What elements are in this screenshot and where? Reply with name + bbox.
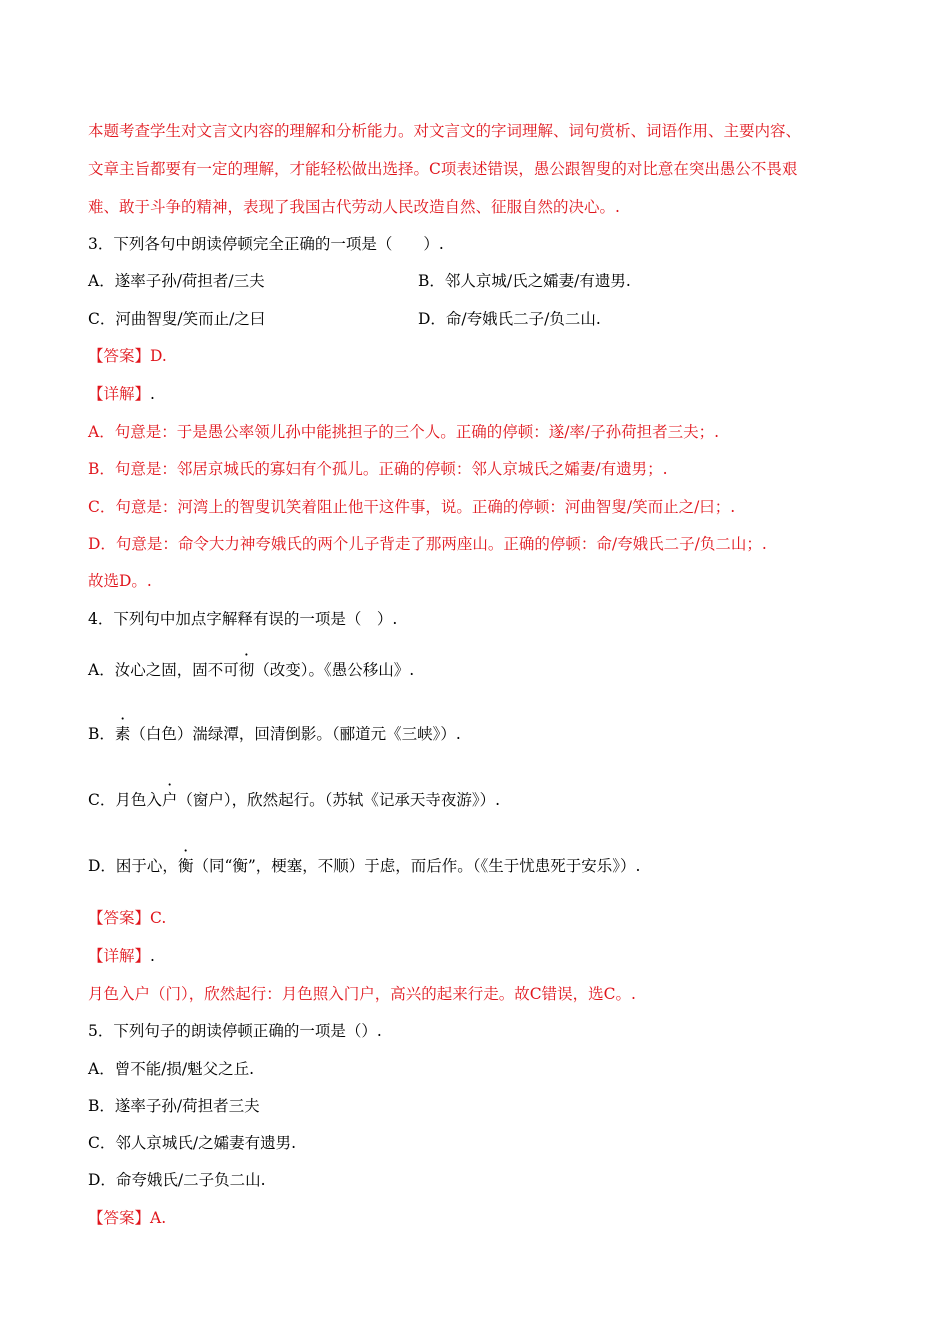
q3-detail-tail: . bbox=[150, 385, 155, 403]
q4-option-a bbox=[88, 660, 414, 680]
q3-option-c: C．河曲智叟/笑而止/之曰 bbox=[88, 310, 266, 328]
q5-option-c: C．邻人京城氏/之孀妻有遗男. bbox=[88, 1134, 297, 1152]
analysis-line-1: 本题考查学生对文言文内容的理解和分析能力。对文言文的字词理解、词句赏析、词语作用、主要内容、 bbox=[88, 122, 802, 140]
q3-explanation-a: A．句意是：于是愚公率领儿孙中能挑担子的三个人。正确的停顿：遂/率/子孙荷担者三夫；. bbox=[88, 423, 720, 441]
q3-option-a: A．遂率子孙/荷担者/三夫 bbox=[88, 272, 265, 290]
q4-answer-tag: 【答案】 bbox=[88, 909, 151, 927]
q3-explanation-b: B．句意是：邻居京城氏的寡妇有个孤儿。正确的停顿：邻人京城氏之孀妻/有遗男；. bbox=[88, 460, 668, 478]
q4-option-a-pre: A．汝心之固，固不可 bbox=[88, 661, 239, 679]
q5-answer-value: A. bbox=[150, 1209, 167, 1227]
q3-answer-tag: 【答案】 bbox=[88, 347, 151, 365]
q4-explanation: 月色入户（门），欣然起行：月色照入门户，高兴的起来行走。故C错误，选C。. bbox=[88, 985, 636, 1003]
q4-answer-line bbox=[88, 908, 166, 928]
q5-option-d: D．命夸娥氏/二子负二山. bbox=[88, 1171, 266, 1189]
q4-option-d-dotted-char: 衡 bbox=[177, 857, 194, 875]
q3-stem: 3．下列各句中朗读停顿完全正确的一项是（ ）. bbox=[88, 235, 444, 253]
q4-option-d-pre: D．困于心， bbox=[88, 857, 178, 875]
q4-option-c-pre: C．月色入 bbox=[88, 791, 162, 809]
q4-detail-line bbox=[88, 946, 155, 966]
q3-detail-tag: 【详解】 bbox=[88, 385, 151, 403]
q4-option-c-post: （窗户），欣然起行。（苏轼《记承天寺夜游》）. bbox=[177, 791, 501, 809]
q5-option-a: A．曾不能/损/魁父之丘. bbox=[88, 1060, 255, 1078]
q4-detail-tail: . bbox=[150, 947, 155, 965]
q3-explanation-d: D．句意是：命令大力神夸娥氏的两个儿子背走了那两座山。正确的停顿：命/夸娥氏二子/负二山；. bbox=[88, 535, 767, 553]
q3-option-b: B．邻人京城/氏之孀妻/有遗男. bbox=[418, 272, 631, 290]
q5-option-b: B．遂率子孙/荷担者三夫 bbox=[88, 1097, 260, 1115]
q4-option-b bbox=[88, 724, 461, 744]
q4-stem: 4．下列句中加点字解释有误的一项是（ ）. bbox=[88, 610, 398, 628]
q4-option-b-pre: B． bbox=[88, 725, 115, 743]
q3-explanation-c: C．句意是：河湾上的智叟讥笑着阻止他干这件事，说。正确的停顿：河曲智叟/笑而止之/曰；. bbox=[88, 498, 736, 516]
q3-answer-value: D. bbox=[150, 347, 167, 365]
q5-stem: 5．下列句子的朗读停顿正确的一项是（）. bbox=[88, 1022, 382, 1040]
q3-conclusion: 故选D。. bbox=[88, 572, 152, 590]
analysis-line-3: 难、敢于斗争的精神，表现了我国古代劳动人民改造自然、征服自然的决心。. bbox=[88, 198, 620, 216]
q4-option-c bbox=[88, 790, 500, 810]
q4-option-d bbox=[88, 856, 640, 876]
q4-option-b-post: （白色）湍绿潭，回清倒影。（郦道元《三峡》）. bbox=[130, 725, 461, 743]
q3-answer-line bbox=[88, 346, 167, 366]
q4-answer-value: C. bbox=[150, 909, 167, 927]
q4-option-b-dotted-char: 素 bbox=[114, 725, 131, 743]
q4-option-c-dotted-char: 户 bbox=[161, 791, 178, 809]
q4-detail-tag: 【详解】 bbox=[88, 947, 151, 965]
q3-option-d: D．命/夸娥氏二子/负二山. bbox=[418, 310, 601, 328]
analysis-line-2: 文章主旨都要有一定的理解，才能轻松做出选择。C项表述错误，愚公跟智叟的对比意在突出愚公不畏艰 bbox=[88, 160, 798, 178]
q4-option-d-post: （同“衡”，梗塞，不顺）于虑，而后作。（《生于忧患死于安乐》）. bbox=[193, 857, 641, 875]
q4-option-a-dotted-char: 彻 bbox=[238, 661, 255, 679]
q4-option-a-post: （改变）。《愚公移山》. bbox=[254, 661, 415, 679]
q5-answer-line bbox=[88, 1208, 166, 1228]
q3-detail-line bbox=[88, 384, 155, 404]
q5-answer-tag: 【答案】 bbox=[88, 1209, 151, 1227]
